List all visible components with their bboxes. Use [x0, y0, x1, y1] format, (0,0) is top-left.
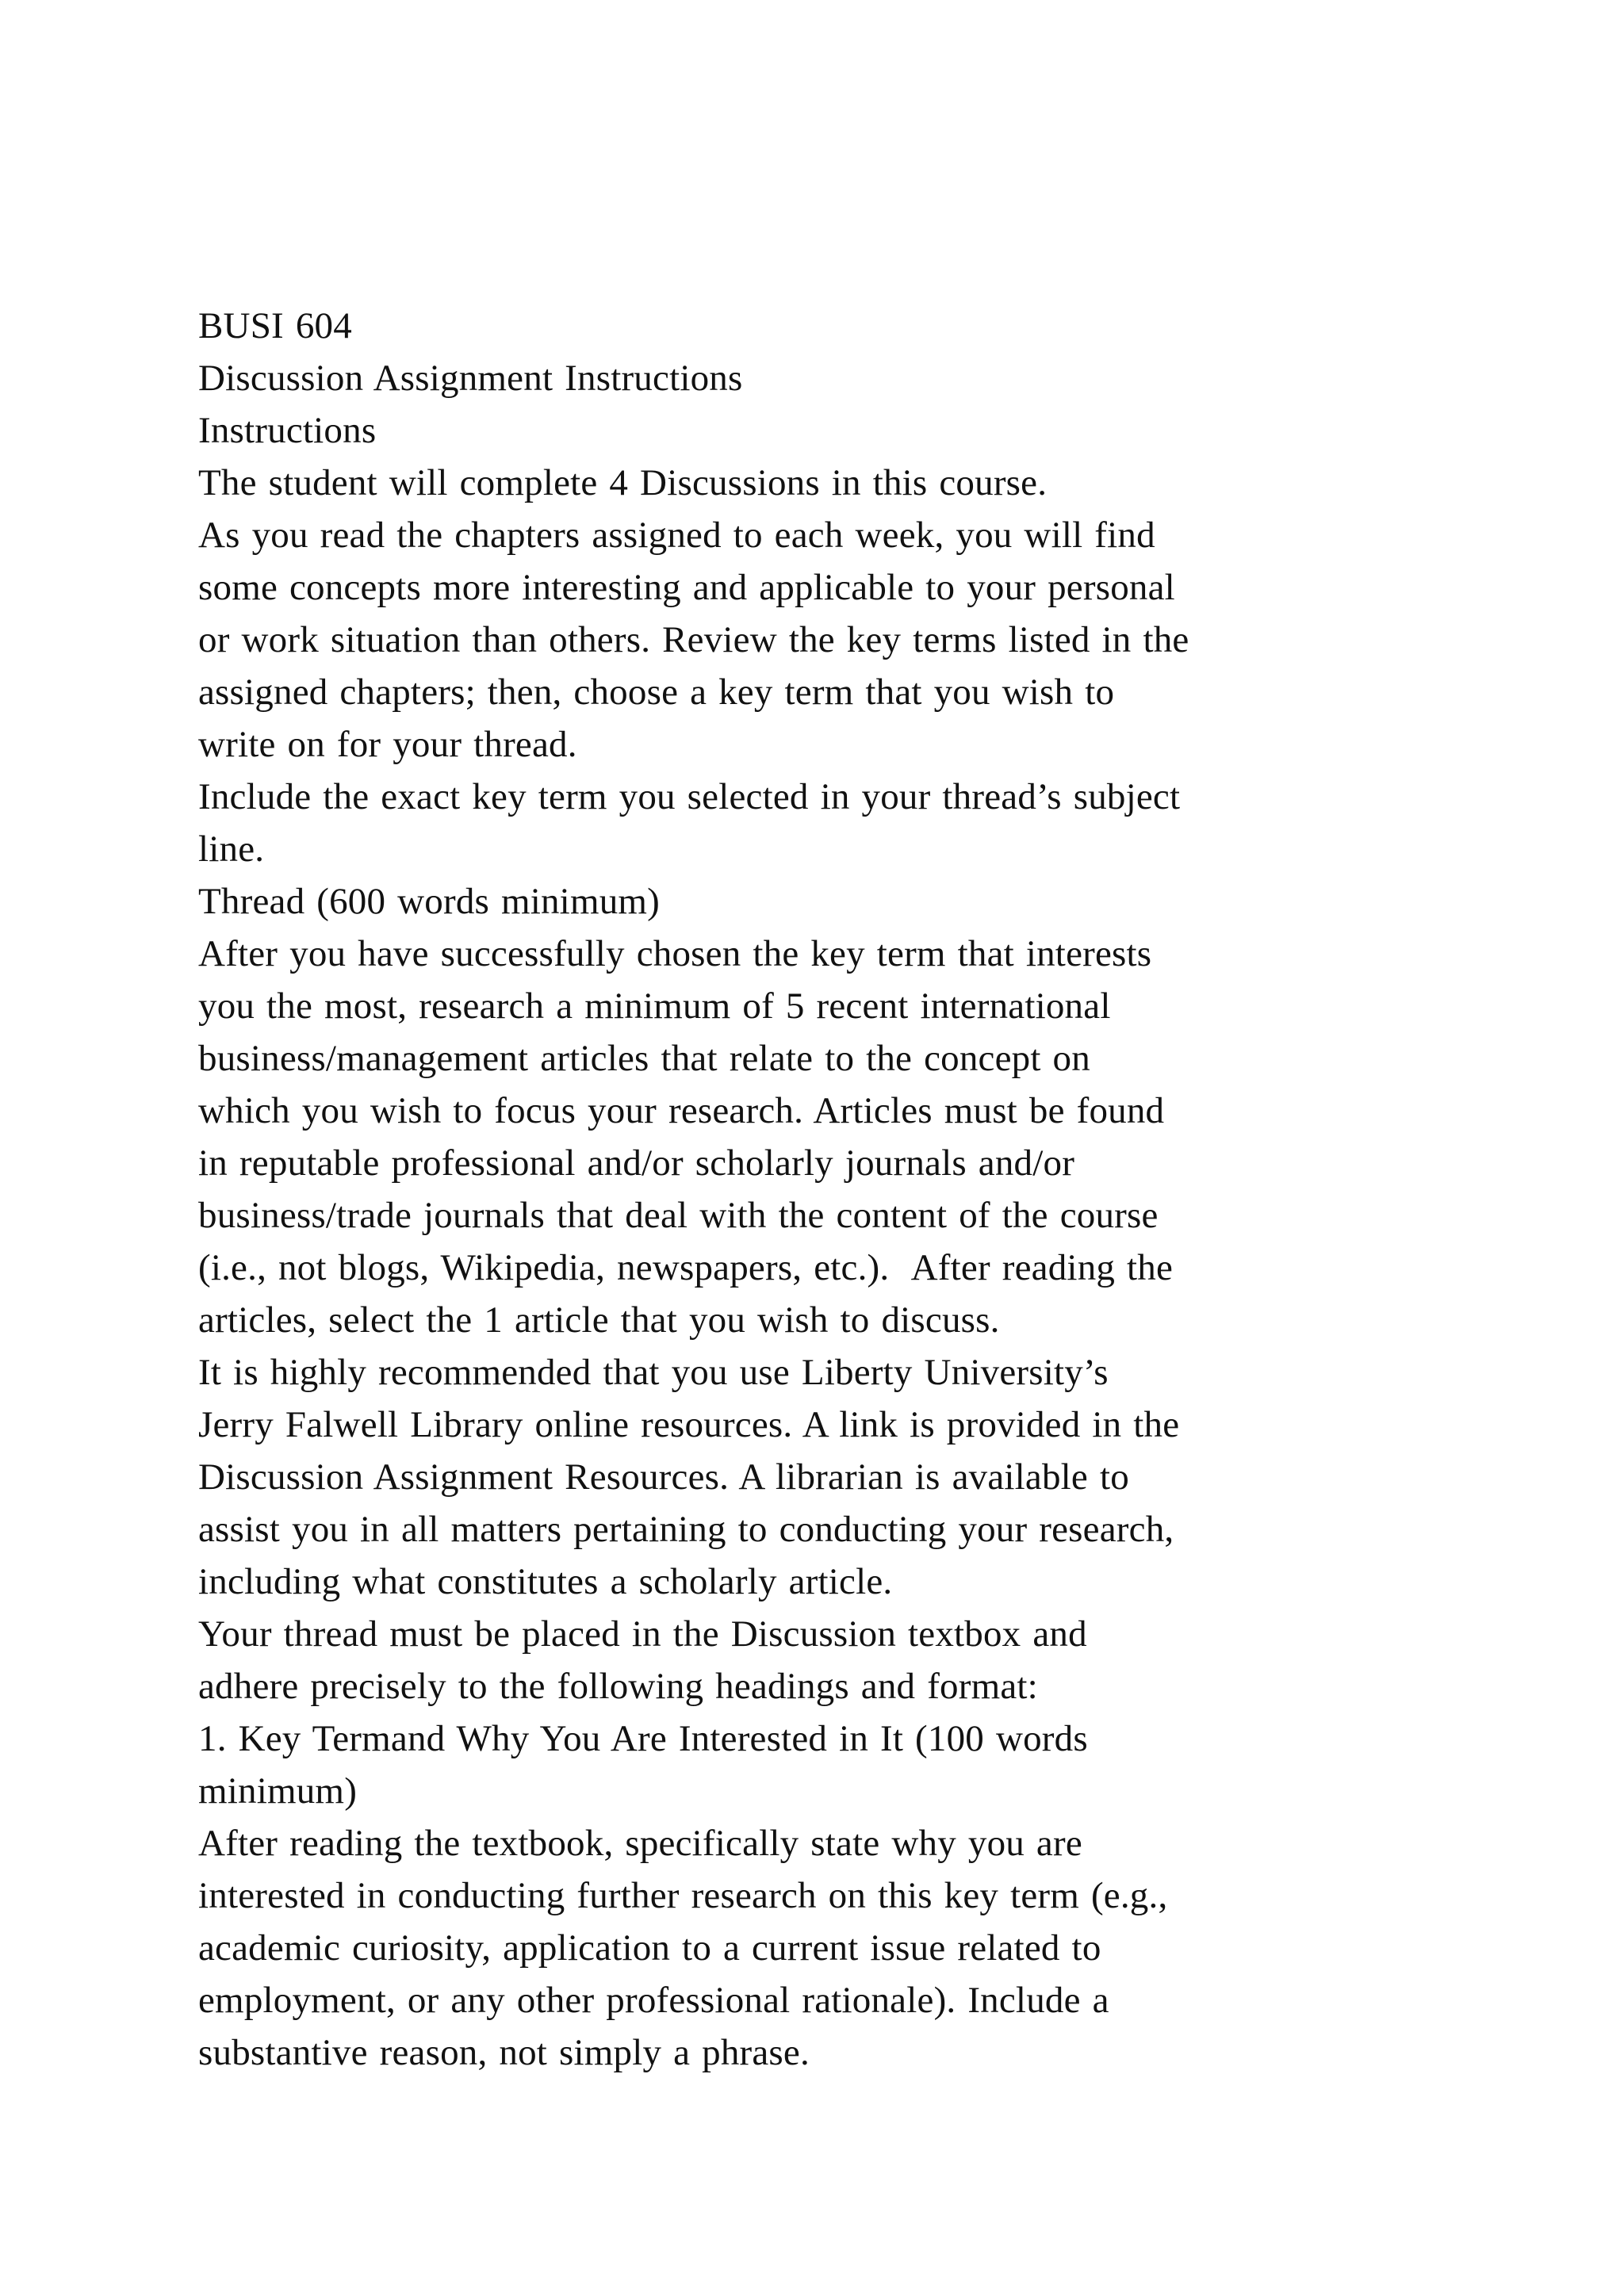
text-line: After you have successfully chosen the key term that interests: [198, 933, 1152, 974]
text-line: assigned chapters; then, choose a key term that you wish to: [198, 672, 1115, 713]
course-code: BUSI 604: [198, 305, 352, 346]
section-heading-thread: Thread (600 words minimum): [198, 881, 661, 922]
section-heading-key-term-continued: minimum): [198, 1770, 358, 1812]
text-line: which you wish to focus your research. Articles must be found: [198, 1090, 1165, 1131]
text-line: line.: [198, 828, 265, 870]
text-line: business/trade journals that deal with the content of the course: [198, 1195, 1159, 1236]
text-line: substantive reason, not simply a phrase.: [198, 2032, 810, 2073]
text-line: interested in conducting further research on this key term (e.g.,: [198, 1875, 1168, 1916]
text-line: business/management articles that relate to the concept on: [198, 1038, 1090, 1079]
text-line: write on for your thread.: [198, 724, 577, 765]
text-line: Jerry Falwell Library online resources. A link is provided in the: [198, 1404, 1180, 1445]
text-line: you the most, research a minimum of 5 recent international: [198, 985, 1111, 1027]
text-line: Include the exact key term you selected in your thread’s subject: [198, 776, 1181, 817]
text-line: Your thread must be placed in the Discussion textbox and: [198, 1613, 1087, 1655]
text-line: in reputable professional and/or scholarly journals and/or: [198, 1142, 1075, 1184]
text-line: employment, or any other professional rationale). Include a: [198, 1980, 1109, 2021]
text-line: adhere precisely to the following headings and format:: [198, 1666, 1038, 1707]
text-line: (i.e., not blogs, Wikipedia, newspapers, etc.). After reading the: [198, 1247, 1174, 1288]
text-line: After reading the textbook, specifically state why you are: [198, 1823, 1082, 1864]
text-line: assist you in all matters pertaining to conducting your research,: [198, 1509, 1174, 1550]
text-line: Discussion Assignment Resources. A librarian is available to: [198, 1456, 1129, 1498]
section-heading-key-term: 1. Key Termand Why You Are Interested in It (100 words: [198, 1718, 1088, 1759]
text-line: articles, select the 1 article that you wish to discuss.: [198, 1299, 1000, 1341]
text-line: some concepts more interesting and applicable to your personal: [198, 567, 1175, 608]
text-line: academic curiosity, application to a current issue related to: [198, 1927, 1101, 1969]
document-body: [198, 300, 1435, 2079]
document-title: Discussion Assignment Instructions: [198, 358, 743, 399]
text-line: It is highly recommended that you use Liberty University’s: [198, 1352, 1109, 1393]
text-line: including what constitutes a scholarly article.: [198, 1561, 893, 1602]
section-heading-instructions: Instructions: [198, 410, 377, 451]
text-line: The student will complete 4 Discussions in this course.: [198, 462, 1048, 503]
text-line: or work situation than others. Review the key terms listed in the: [198, 619, 1189, 660]
text-line: As you read the chapters assigned to each week, you will find: [198, 515, 1155, 556]
